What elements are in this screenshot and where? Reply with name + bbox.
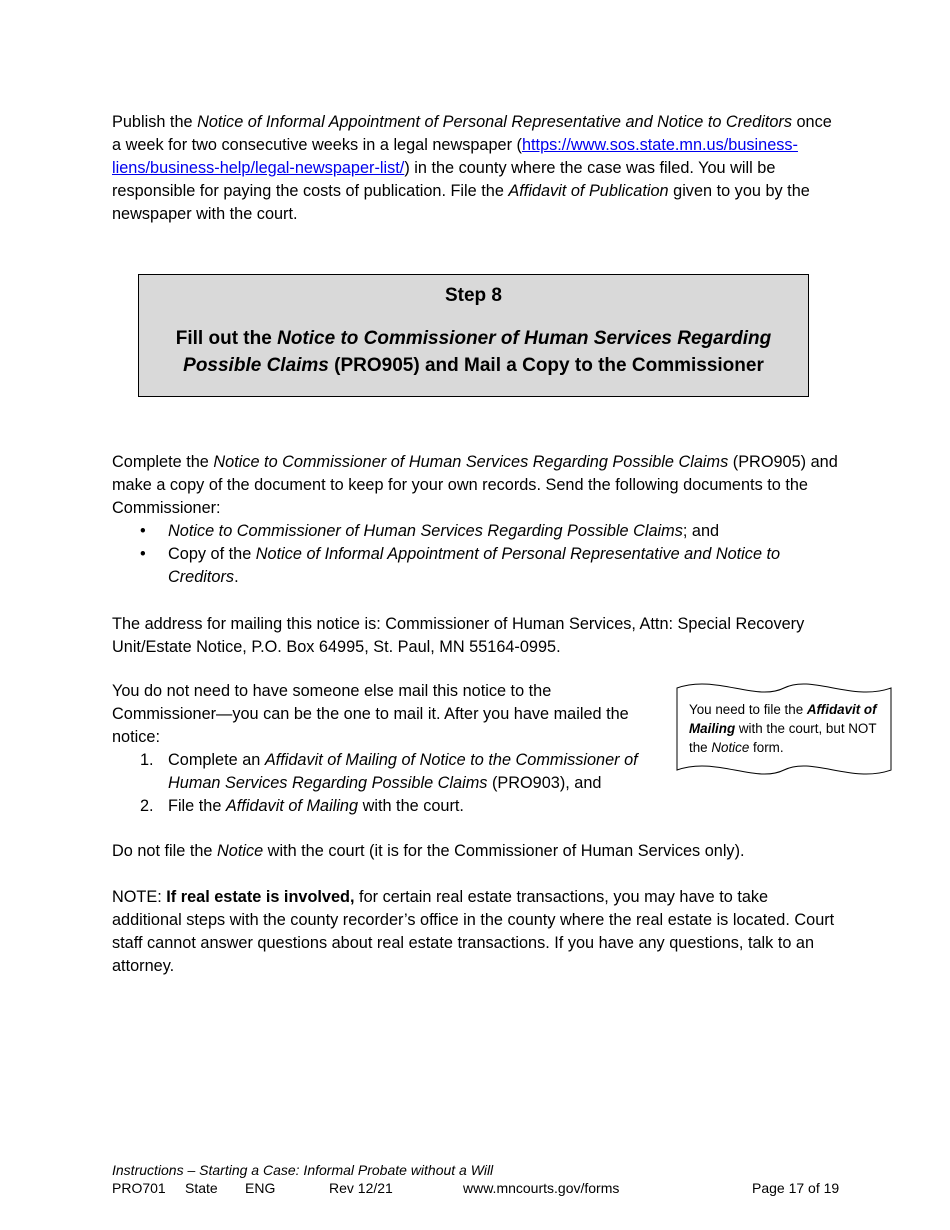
bullet-icon: • (140, 545, 146, 563)
step-number: 1. (140, 751, 154, 769)
affidavit-of-publication: Affidavit of Publication (508, 182, 669, 200)
note-text: for certain real estate transactions, you may have to take additional steps with the county recorder’s office in the county where the real estate is located. Court staff cannot answer questions about real estate transactions. If you have any questions, talk to an attorney. (112, 888, 835, 975)
publish-paragraph (112, 111, 842, 226)
after-mailing-steps (140, 749, 680, 818)
step-2-tail: with the court. (358, 797, 464, 815)
step-2-head: File the (168, 797, 226, 815)
footer-page: Page 17 of 19 (752, 1180, 840, 1196)
callout-text (689, 700, 881, 757)
step-heading-italic: Notice to Commissioner of Human Services Regarding Possible Claims (183, 328, 772, 376)
bullet-1-tail: ; and (682, 522, 720, 540)
footer-state: State (185, 1180, 218, 1196)
callout-text-1: You need to file the (689, 702, 807, 717)
documents-list (140, 520, 820, 589)
bullet-1-title: Notice to Commissioner of Human Services Regarding Possible Claims (168, 522, 683, 540)
bullet-2-head: Copy of the (168, 545, 256, 563)
address-paragraph: The address for mailing this notice is: Commissioner of Human Services, Attn: Special Recovery Unit/Estate Notice, P.O. Box 64995, St. Paul, MN 55164-0995. (112, 615, 805, 656)
note-prefix: NOTE: (112, 888, 167, 906)
step-heading (159, 325, 788, 379)
step-heading-text-2: (PRO905) and Mail a Copy to the Commissioner (328, 355, 764, 376)
bullet-2-title: Notice of Informal Appointment of Personal Representative and Notice to Creditors (168, 545, 781, 586)
complete-text: Complete the (112, 453, 214, 471)
footer-url: www.mncourts.gov/forms (463, 1180, 620, 1196)
footer-form: PRO701 (112, 1180, 166, 1196)
notice-title: Notice of Informal Appointment of Personal Representative and Notice to Creditors (197, 113, 792, 131)
step-8-box (138, 274, 809, 397)
do-not-notice: Notice (217, 842, 264, 860)
callout-notice: Notice (711, 740, 750, 755)
note-bold: If real estate is involved, (166, 888, 355, 906)
step-1-tail: (PRO903), and (487, 774, 602, 792)
callout-text-3: form. (749, 740, 784, 755)
do-not-text-2: with the court (it is for the Commissioner of Human Services only). (263, 842, 745, 860)
list-item (140, 520, 820, 543)
callout-text-2: with the court, but NOT the (689, 721, 877, 755)
step-label: Step 8 (444, 285, 503, 306)
publish-text-4: given to you by the newspaper with the court. (112, 182, 810, 223)
footer-lang: ENG (245, 1180, 276, 1196)
bullet-icon: • (140, 522, 146, 540)
complete-text-2: (PRO905) and make a copy of the document to keep for your own records. Send the following documents to the Commissioner: (112, 453, 838, 517)
step-2-title: Affidavit of Mailing (225, 797, 359, 815)
callout-affidavit: Affidavit of Mailing (689, 702, 877, 736)
list-item (140, 795, 680, 818)
do-not-text: Do not file the (112, 842, 217, 860)
affidavit-callout (676, 680, 892, 780)
list-item (140, 543, 820, 589)
complete-paragraph (112, 451, 842, 520)
publish-text: Publish the (112, 113, 198, 131)
publish-text-3: ) in the county where the case was filed. You will be responsible for paying the costs of publication. File the (112, 159, 776, 200)
step-number: 2. (140, 797, 154, 815)
do-not-file-paragraph (112, 840, 842, 863)
bullet-2-tail: . (234, 568, 239, 586)
step-heading-text: Fill out the (175, 328, 278, 349)
step-1-head: Complete an (168, 751, 265, 769)
step-1-title: Affidavit of Mailing of Notice to the Commissioner of Human Services Regarding Possible Claims (168, 751, 638, 792)
footer-title (112, 1162, 493, 1179)
complete-notice-title: Notice to Commissioner of Human Services Regarding Possible Claims (213, 453, 729, 471)
list-item (140, 749, 680, 795)
legal-newspaper-list-link[interactable]: https://www.sos.state.mn.us/business-liens/business-help/legal-newspaper-list/ (112, 136, 798, 177)
footer-title-text: Instructions – Starting a Case: Informal Probate without a Will (112, 1162, 494, 1178)
footer-rev: Rev 12/21 (329, 1180, 393, 1196)
publish-text-2: once a week for two consecutive weeks in a legal newspaper ( (112, 113, 832, 154)
note-paragraph (112, 886, 842, 978)
mailing-paragraph: You do not need to have someone else mail this notice to the Commissioner—you can be the one to mail it. After you have mailed the notice: (112, 682, 629, 746)
